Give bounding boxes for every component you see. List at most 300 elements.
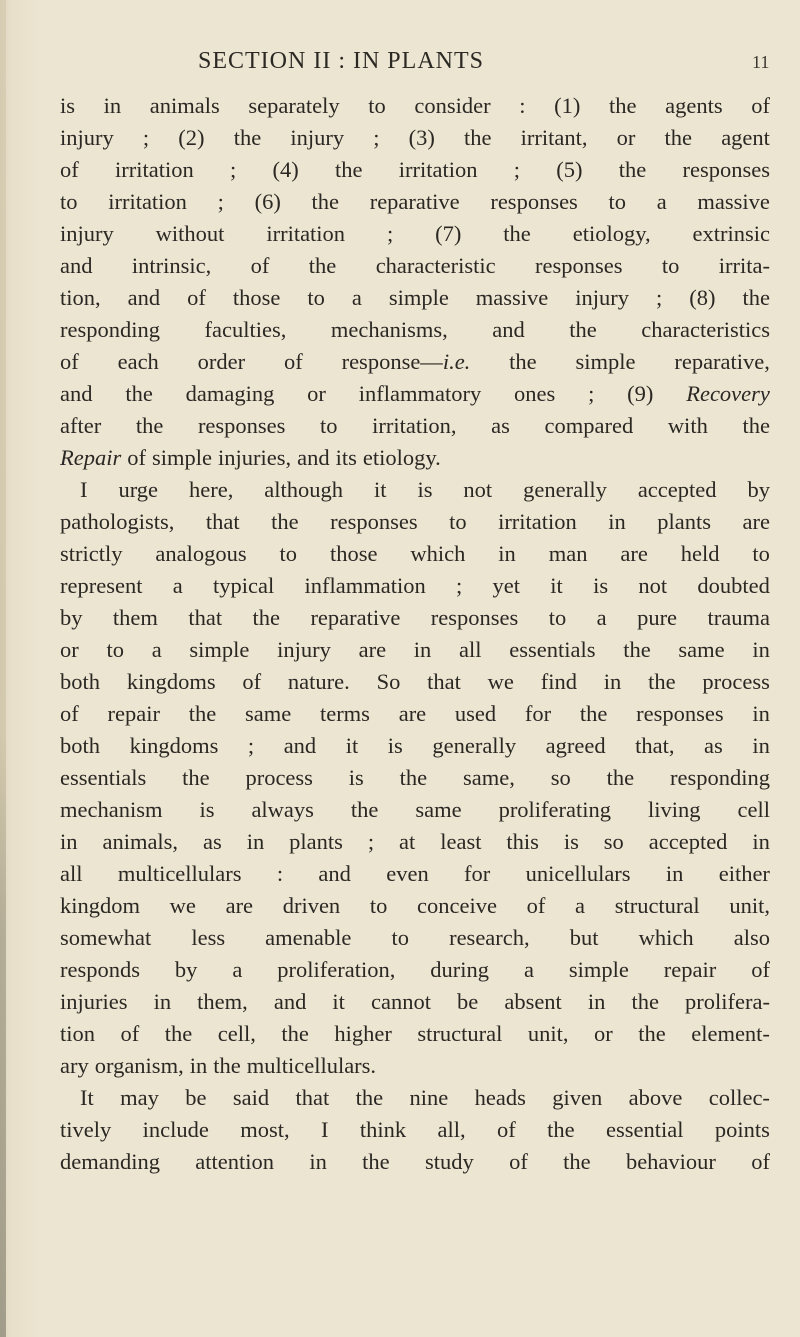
word: Recovery xyxy=(686,381,770,406)
word: injury xyxy=(277,637,331,662)
word: to xyxy=(60,189,78,214)
word: irritation xyxy=(498,509,577,534)
word: those xyxy=(329,541,378,566)
word: the xyxy=(271,509,299,534)
text-line xyxy=(60,186,770,218)
word: injuries, xyxy=(218,445,292,470)
word: (5) xyxy=(556,157,583,182)
word: the xyxy=(618,157,647,182)
word: (8) xyxy=(689,285,716,310)
word: animals, xyxy=(102,829,179,854)
word: represent xyxy=(60,573,143,598)
word: intrinsic, xyxy=(131,253,212,278)
word: most, xyxy=(240,1117,290,1142)
text-line xyxy=(60,954,770,986)
word: structural xyxy=(614,893,700,918)
word: ; xyxy=(217,189,224,214)
word: ; xyxy=(513,157,520,182)
word: conceive xyxy=(417,893,497,918)
word: to xyxy=(369,893,388,918)
word: the xyxy=(182,765,210,790)
word: the xyxy=(252,605,281,630)
word: order xyxy=(197,349,246,374)
word: are xyxy=(225,893,254,918)
page-number: 11 xyxy=(752,52,770,72)
word: which xyxy=(638,925,694,950)
running-title: SECTION II : IN PLANTS xyxy=(198,48,484,74)
word: inflammatory xyxy=(358,381,482,406)
word: the xyxy=(335,157,363,182)
word: although xyxy=(264,477,344,502)
word: attention xyxy=(195,1149,275,1174)
word: response—i.e. xyxy=(341,349,471,374)
text-line xyxy=(60,570,770,602)
word: unit, xyxy=(527,1021,569,1046)
word: of xyxy=(250,253,270,278)
word: the xyxy=(606,765,635,790)
word: responding xyxy=(60,317,160,342)
word: the xyxy=(509,349,537,374)
word: the xyxy=(547,1117,575,1142)
word: ; xyxy=(373,125,380,150)
word: nine xyxy=(409,1085,449,1110)
word: irritation xyxy=(115,157,194,182)
word: the xyxy=(362,1149,390,1174)
word: in xyxy=(153,989,172,1014)
word: (7) xyxy=(435,221,462,246)
word: responses xyxy=(682,157,770,182)
word: in xyxy=(189,1053,208,1078)
word: are xyxy=(358,637,387,662)
word: the xyxy=(311,189,340,214)
word: after xyxy=(60,413,102,438)
word: for xyxy=(464,861,491,886)
word: in xyxy=(498,541,516,566)
running-head xyxy=(0,48,800,88)
text-line xyxy=(60,250,770,282)
word: the xyxy=(125,381,153,406)
word: ; xyxy=(656,285,663,310)
word: think xyxy=(359,1117,407,1142)
word: strictly xyxy=(60,541,123,566)
word: proliferating xyxy=(498,797,612,822)
word: also xyxy=(733,925,770,950)
word: multicellulars xyxy=(117,861,242,886)
word: or xyxy=(307,381,326,406)
word: or xyxy=(60,637,79,662)
word: to xyxy=(106,637,124,662)
word: irritation xyxy=(266,221,346,246)
word: the xyxy=(188,701,217,726)
word: to xyxy=(368,93,386,118)
word: accepted xyxy=(637,477,717,502)
word: or xyxy=(593,1021,613,1046)
text-line xyxy=(60,794,770,826)
word: the xyxy=(213,1053,241,1078)
word: essential xyxy=(606,1117,684,1142)
word: those xyxy=(232,285,281,310)
text-line xyxy=(60,410,770,442)
word: as xyxy=(491,413,510,438)
word: in xyxy=(752,637,770,662)
word: of xyxy=(751,1149,770,1174)
word: in xyxy=(60,829,78,854)
word: I xyxy=(321,1117,329,1142)
word: (3) xyxy=(408,125,435,150)
word: in xyxy=(309,1149,327,1174)
word: that xyxy=(188,605,223,630)
word: mechanisms, xyxy=(330,317,448,342)
word: not xyxy=(463,477,493,502)
text-line xyxy=(60,122,770,154)
word: plants xyxy=(657,509,712,534)
word: and xyxy=(283,733,317,758)
word: agreed xyxy=(545,733,606,758)
text-line xyxy=(60,90,770,122)
word: pure xyxy=(637,605,678,630)
word: in xyxy=(608,509,626,534)
word: above xyxy=(628,1085,683,1110)
word: unit, xyxy=(729,893,770,918)
word: for xyxy=(524,701,552,726)
word: repair xyxy=(107,701,160,726)
word: massive xyxy=(697,189,770,214)
word: Repair xyxy=(60,445,122,470)
word: responses xyxy=(636,701,724,726)
word: tion, xyxy=(60,285,101,310)
word: the xyxy=(355,1085,384,1110)
word: and xyxy=(273,989,307,1014)
word: the xyxy=(464,125,492,150)
word: its xyxy=(335,445,357,470)
word: held xyxy=(680,541,720,566)
word: or xyxy=(616,125,636,150)
word: find xyxy=(540,669,577,694)
text-line xyxy=(60,282,770,314)
word: kingdoms xyxy=(126,669,216,694)
word: prolifera- xyxy=(685,989,770,1014)
word: accepted xyxy=(648,829,728,854)
word: the xyxy=(638,1021,666,1046)
word: of xyxy=(242,669,262,694)
word: during xyxy=(430,957,490,982)
word: either xyxy=(718,861,770,886)
word: it xyxy=(373,477,387,502)
text-line xyxy=(60,218,770,250)
text-line xyxy=(60,1146,770,1178)
word: is xyxy=(417,477,433,502)
word: higher xyxy=(334,1021,392,1046)
word: the xyxy=(608,93,637,118)
word: the xyxy=(742,285,770,310)
word: repair xyxy=(663,957,717,982)
word: each xyxy=(117,349,159,374)
text-line xyxy=(60,730,770,762)
text-line xyxy=(60,698,770,730)
word: amenable xyxy=(265,925,352,950)
text-line xyxy=(60,602,770,634)
text-line xyxy=(60,442,770,474)
word: in xyxy=(103,93,122,118)
word: of xyxy=(60,157,79,182)
word: pathologists, xyxy=(60,509,175,534)
text-line xyxy=(60,634,770,666)
word: man xyxy=(548,541,588,566)
word: of xyxy=(751,957,770,982)
word: inflammation xyxy=(304,573,426,598)
word: characteristic xyxy=(375,253,496,278)
word: (9) xyxy=(627,381,654,406)
word: simple xyxy=(152,445,212,470)
word: (1) xyxy=(554,93,581,118)
word: the xyxy=(135,413,164,438)
word: the xyxy=(503,221,531,246)
word: responding xyxy=(669,765,770,790)
word: it xyxy=(345,733,359,758)
word: simple xyxy=(568,957,629,982)
word: and xyxy=(127,285,161,310)
word: injury xyxy=(290,125,345,150)
text-line xyxy=(60,890,770,922)
word: agent xyxy=(721,125,770,150)
word: of xyxy=(60,701,79,726)
word: ; xyxy=(367,829,375,854)
word: kingdoms xyxy=(129,733,219,758)
word: used xyxy=(454,701,497,726)
word: said xyxy=(232,1085,270,1110)
word: cell, xyxy=(217,1021,256,1046)
word: simple xyxy=(388,285,449,310)
word: the xyxy=(631,989,659,1014)
word: and xyxy=(318,861,351,886)
word: : xyxy=(276,861,284,886)
text-line xyxy=(60,1114,770,1146)
word: of xyxy=(187,285,206,310)
text-line xyxy=(60,474,770,506)
word: etiology. xyxy=(362,445,441,470)
word: the xyxy=(399,765,428,790)
word: damaging xyxy=(185,381,275,406)
word: we xyxy=(169,893,196,918)
word: process xyxy=(702,669,770,694)
word: the xyxy=(164,1021,193,1046)
text-line xyxy=(60,1018,770,1050)
word: simple xyxy=(189,637,250,662)
word: : xyxy=(519,93,526,118)
word: compared xyxy=(544,413,634,438)
body-text xyxy=(60,90,770,1178)
word: this xyxy=(506,829,539,854)
word: as xyxy=(704,733,723,758)
word: essentials xyxy=(509,637,596,662)
word: points xyxy=(714,1117,770,1142)
word: in xyxy=(665,861,684,886)
word: ; xyxy=(588,381,595,406)
word: a xyxy=(575,893,586,918)
word: the xyxy=(569,317,597,342)
word: the xyxy=(664,125,693,150)
word: by xyxy=(174,957,198,982)
word: be xyxy=(185,1085,207,1110)
word: demanding xyxy=(60,1149,160,1174)
word: element- xyxy=(691,1021,770,1046)
word: (6) xyxy=(254,189,281,214)
word: faculties, xyxy=(204,317,287,342)
word: etiology, xyxy=(572,221,651,246)
word: responses xyxy=(197,413,286,438)
word: consider xyxy=(414,93,491,118)
word: collec- xyxy=(708,1085,770,1110)
word: of xyxy=(283,349,303,374)
word: be xyxy=(457,989,479,1014)
word: the xyxy=(308,253,337,278)
word: process xyxy=(245,765,313,790)
word: but xyxy=(569,925,599,950)
word: are xyxy=(742,509,770,534)
word: irritation xyxy=(108,189,187,214)
word: the xyxy=(579,701,608,726)
word: them, xyxy=(197,989,248,1014)
word: urge xyxy=(118,477,159,502)
word: kingdom xyxy=(60,893,141,918)
word: that xyxy=(427,669,461,694)
word: of xyxy=(497,1117,516,1142)
text-line xyxy=(60,506,770,538)
word: the xyxy=(742,413,770,438)
word: agents xyxy=(665,93,723,118)
word: as xyxy=(203,829,222,854)
text-line xyxy=(60,1082,770,1114)
word: responses xyxy=(535,253,623,278)
word: injury xyxy=(60,221,114,246)
word: with xyxy=(667,413,708,438)
word: of xyxy=(751,93,770,118)
word: a xyxy=(523,957,534,982)
word: ; xyxy=(142,125,150,150)
word: given xyxy=(552,1085,603,1110)
word: not xyxy=(638,573,668,598)
word: It xyxy=(80,1085,94,1110)
word: least xyxy=(440,829,482,854)
word: organism, xyxy=(94,1053,184,1078)
word: (2) xyxy=(178,125,205,150)
word: all, xyxy=(437,1117,466,1142)
word: is xyxy=(60,93,76,118)
word: is xyxy=(593,573,609,598)
word: heads xyxy=(474,1085,526,1110)
word: that xyxy=(205,509,240,534)
word: responses xyxy=(430,605,519,630)
word: the xyxy=(648,669,676,694)
word: in xyxy=(752,829,770,854)
word: and xyxy=(60,381,93,406)
text-line xyxy=(60,538,770,570)
word: proliferation, xyxy=(277,957,396,982)
word: animals xyxy=(149,93,220,118)
word: ones xyxy=(514,381,556,406)
word: driven xyxy=(282,893,341,918)
word: analogous xyxy=(155,541,247,566)
word: we xyxy=(487,669,514,694)
word: separately xyxy=(248,93,340,118)
word: responds xyxy=(60,957,140,982)
word: in xyxy=(752,733,770,758)
text-line xyxy=(60,922,770,954)
word: at xyxy=(399,829,416,854)
word: the xyxy=(563,1149,591,1174)
word: a xyxy=(232,957,243,982)
word: study xyxy=(424,1149,474,1174)
word: the xyxy=(233,125,262,150)
word: ary xyxy=(60,1053,89,1078)
word: essentials xyxy=(60,765,147,790)
word: a xyxy=(596,605,607,630)
word: same, xyxy=(463,765,515,790)
word: are xyxy=(620,541,648,566)
word: same xyxy=(415,797,462,822)
word: massive xyxy=(475,285,549,310)
word: of xyxy=(509,1149,528,1174)
word: of xyxy=(127,445,146,470)
text-line xyxy=(60,346,770,378)
word: mechanism xyxy=(60,797,163,822)
word: is xyxy=(563,829,579,854)
word: So xyxy=(376,669,401,694)
word: reparative xyxy=(310,605,401,630)
text-line xyxy=(60,154,770,186)
word: irrita- xyxy=(718,253,770,278)
word: and xyxy=(492,317,525,342)
word: it xyxy=(550,573,563,598)
word: irritant, xyxy=(520,125,588,150)
word: nature. xyxy=(287,669,350,694)
text-line xyxy=(60,762,770,794)
word: so xyxy=(550,765,571,790)
word: terms xyxy=(319,701,370,726)
word: by xyxy=(60,605,83,630)
word: reparative, xyxy=(674,349,770,374)
word: and xyxy=(297,445,330,470)
word: is xyxy=(348,765,364,790)
word: a xyxy=(151,637,162,662)
text-line xyxy=(60,378,770,410)
word: plants xyxy=(289,829,343,854)
word: of xyxy=(120,1021,140,1046)
word: same xyxy=(678,637,725,662)
word: of xyxy=(60,349,79,374)
word: to xyxy=(307,285,325,310)
word: that xyxy=(295,1085,330,1110)
word: here, xyxy=(188,477,234,502)
word: ; xyxy=(229,157,237,182)
word: characteristics xyxy=(641,317,770,342)
text-line xyxy=(60,826,770,858)
word: may xyxy=(120,1085,159,1110)
word: structural xyxy=(417,1021,503,1046)
word: to xyxy=(279,541,298,566)
word: a xyxy=(172,573,183,598)
word: typical xyxy=(212,573,275,598)
word: all xyxy=(60,861,83,886)
word: in xyxy=(413,637,432,662)
word: it xyxy=(332,989,345,1014)
word: (4) xyxy=(272,157,299,182)
word: tion xyxy=(60,1021,96,1046)
word: injury xyxy=(575,285,630,310)
word: somewhat xyxy=(60,925,152,950)
word: even xyxy=(386,861,429,886)
word: to xyxy=(752,541,770,566)
